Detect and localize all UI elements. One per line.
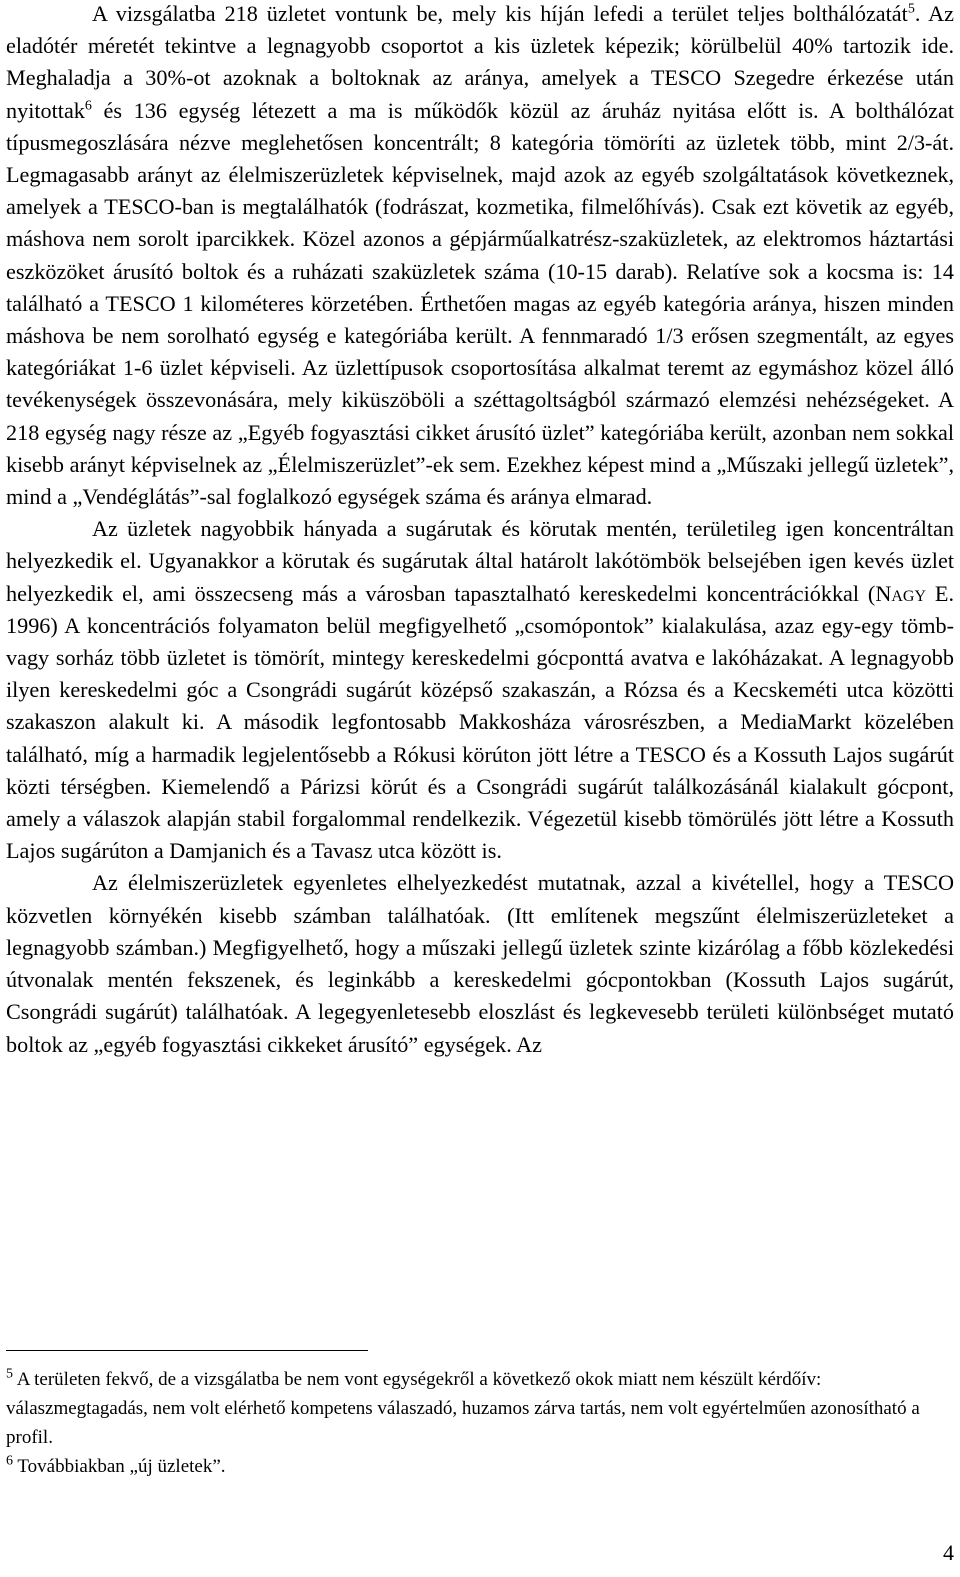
text-run: Az élelmiszerüzletek egyenletes elhelyezkedést mutatnak, azzal a kivétellel, hogy a TESCO közvetlen környékén kisebb számban találhatóak. (Itt említenek megszűnt élelmiszerüzleteket a legnagyobb számban.) Megfigyelhető, hogy a műszaki jellegű üzletek szinte kizárólag a főbb közlekedési útvonalak mentén fekszenek, és leginkább a kereskedelmi gócpontokban (Kossuth Lajos sugárút, Csongrádi sugárút) találhatóak. A legegyenletesebb eloszlást és legkevesebb területi különbséget mutató boltok az „egyéb fogyasztási cikkeket árusító” egységek. Az <box>6 870 954 1057</box>
text-run: E. 1996) A koncentrációs folyamaton belül megfigyelhető „csomópontok” kialakulása, azaz egy-egy tömb- vagy sorház több üzletet is tömörít, mintegy kereskedelmi gócponttá avatva e lakóházakat. A legnagyobb ilyen kereskedelmi góc a Csongrádi sugárút középső szakaszán, a Rózsa és a Kecskeméti utca közötti szakaszon alakult ki. A második legfontosabb Makkosháza városrészben, a MediaMarkt közelében található, míg a harmadik legjelentősebb a Rókusi körúton jött létre a TESCO és a Kossuth Lajos sugárút közti térségben. Kiemelendő a Párizsi körút és a Csongrádi sugárút találkozásánál kialakult gócpont, amely a válaszok alapján stabil forgalommal rendelkezik. Végezetül kisebb tömörülés jött létre a Kossuth Lajos sugárúton a Damjanich és a Tavasz utca között is. <box>6 580 954 864</box>
footnote-separator <box>6 1350 368 1351</box>
page-number: 4 <box>943 1540 954 1565</box>
body-text <box>6 0 954 1061</box>
text-run: és 136 egység létezett a ma is működők közül az áruház nyitása előtt is. A bolthálózat típusmegoszlására nézve meglehetősen koncentrált; 8 kategória tömöríti az üzletek több, mint 2/3-át. Legmagasabb arányt az élelmiszerüzletek képviselnek, majd azok az egyéb szolgáltatások következnek, amelyek a TESCO-ban is megtalálhatók (fodrászat, kozmetika, filmelőhívás). Csak ezt követik az egyéb, máshova nem sorolt iparcikkek. Közel azonos a gépjárműalkatrész-szaküzletek, az elektromos háztartási eszközöket árusító boltok és a ruházati szaküzletek száma (10-15 darab). Relatíve sok a kocsma is: 14 található a TESCO 1 kilométeres körzetében. Érthetően magas az egyéb kategória aránya, hiszen minden máshova be nem sorolható egység e kategóriába került. A fennmaradó 1/3 erősen szegmentált, az egyes kategóriákat 1-6 üzlet képviseli. Az üzlettípusok csoportosítása alkalmat teremt az egymáshoz közel álló tevékenységek összevonására, mely kiküszöböli a széttagoltságból származó elemzési nehézségeket. A 218 egység nagy része az „Egyéb fogyasztási cikket árusító üzlet” kategóriába került, azonban nem sokkal kisebb arányt képviselnek az „Élelmiszerüzlet”-ek sem. Ezekhez képest mind a „Műszaki jellegű üzletek”, mind a „Vendéglátás”-sal foglalkozó egységek száma és aránya elmarad. <box>6 97 954 510</box>
text-run: A vizsgálatba 218 üzletet vontunk be, mely kis híján lefedi a terület teljes bolthálózatát <box>92 1 908 26</box>
paragraph-3 <box>6 867 954 1060</box>
footnote-mark: 5 <box>6 1366 13 1382</box>
small-caps-run: agy <box>891 580 927 606</box>
footnote-ref-5[interactable]: 5 <box>907 1 915 17</box>
paragraph-2 <box>6 513 954 867</box>
paragraph-1 <box>6 0 954 513</box>
footnote-text: Továbbiakban „új üzletek”. <box>13 1456 226 1477</box>
footnotes <box>6 1365 954 1481</box>
footnote-text: A területen fekvő, de a vizsgálatba be nem vont egységekről a következő okok miatt nem készült kérdőív: válaszmegtagadás, nem volt elérhető kompetens válaszadó, huzamos zárva tartás, nem volt egyértelműen azonosítható a profil. <box>6 1369 920 1448</box>
text-run: . Az eladótér méretét tekintve a legnagyobb csoportot a kis üzletek képezik; körülbelül 40% tartozik ide. Meghaladja a 30%-ot azoknak a boltoknak az aránya, amelyek a TESCO Szegedre érkezése után nyitottak <box>6 1 954 123</box>
footnote-ref-6[interactable]: 6 <box>84 98 92 114</box>
footnote-6 <box>6 1452 954 1481</box>
footnote-5 <box>6 1365 954 1452</box>
text-run: Az üzletek nagyobbik hányada a sugárutak és körutak mentén, területileg igen koncentráltan helyezkedik el. Ugyanakkor a körutak és sugárutak által határolt lakótömbök belsejében igen kevés üzlet helyezkedik el, ami összecseng más a városban tapasztalható kereskedelmi koncentrációkkal (N <box>6 516 954 606</box>
footnote-mark: 6 <box>6 1453 13 1469</box>
